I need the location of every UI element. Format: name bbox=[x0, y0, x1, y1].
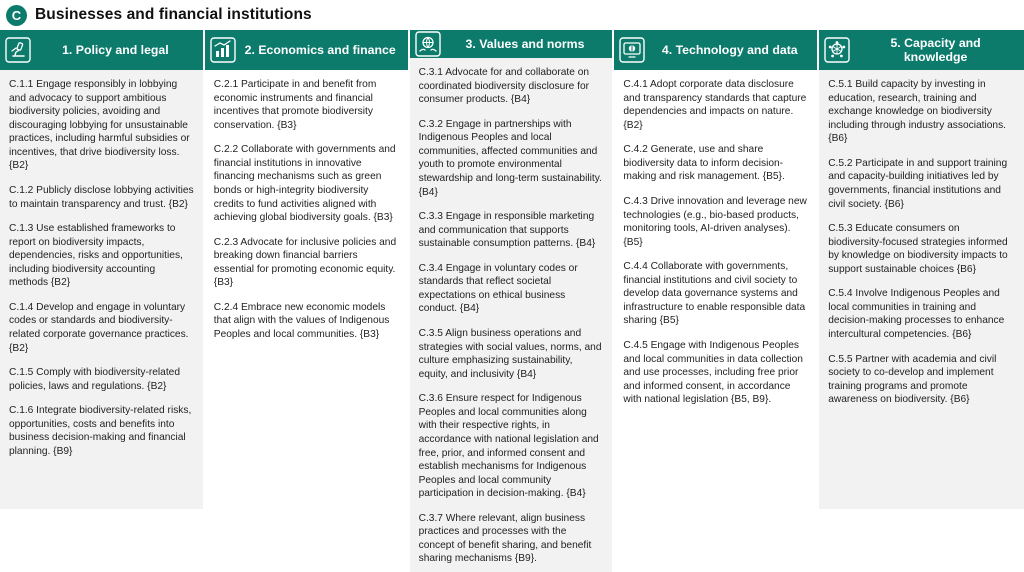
column-body bbox=[205, 70, 408, 509]
knowledge-head-icon bbox=[823, 36, 851, 64]
column-technology-and-data bbox=[614, 30, 819, 509]
column-title: 4. Technology and data bbox=[661, 42, 798, 57]
figure-title-bar bbox=[0, 0, 1024, 30]
list-item: C.3.1 Advocate for and collaborate on coordinated biodiversity disclosure for consumer products. {B4} bbox=[418, 67, 590, 106]
column-title: 3. Values and norms bbox=[465, 36, 585, 51]
page-title: Businesses and financial institutions bbox=[35, 6, 312, 23]
list-item: C.5.5 Partner with academia and civil society to co-develop and implement training programs and promote awareness on biodiversity. {B6} bbox=[828, 353, 997, 406]
column-title: 5. Capacity and knowledge bbox=[890, 35, 981, 64]
list-item: C.5.1 Build capacity by investing in education, research, training and exchange knowledge on biodiversity including through industry associations. {B6} bbox=[828, 79, 1007, 145]
column-title: 2. Economics and finance bbox=[244, 42, 396, 57]
list-item: C.1.6 Integrate biodiversity-related risks, opportunities, costs and benefits into business decision-making and financial planning. {B9} bbox=[9, 405, 192, 457]
list-item: C.2.1 Participate in and benefit from economic instruments and financial incentives that promote biodiversity conservation. {B3} bbox=[213, 79, 377, 131]
list-item: C.3.5 Align business operations and strategies with social values, norms, and culture emphasizing sustainability, equity, and inclusivity {B4} bbox=[418, 328, 602, 380]
list-item: C.3.3 Engage in responsible marketing and communication that supports sustainable consumption patterns. {B4} bbox=[418, 211, 596, 250]
column-title: 1. Policy and legal bbox=[62, 42, 169, 57]
list-item: C.4.5 Engage with Indigenous Peoples and local communities in data collection and use processes, including free prior and informed consent, in accordance with national legislation {B5, B9}. bbox=[623, 340, 803, 406]
list-item: C.3.7 Where relevant, align business practices and processes with the concept of benefit sharing, and benefit sharing mechanisms {B9}. bbox=[418, 512, 592, 565]
data-monitor-icon bbox=[618, 36, 646, 64]
list-item: C.1.5 Comply with biodiversity-related policies, laws and regulations. {B2} bbox=[9, 367, 180, 392]
finance-chart-icon bbox=[209, 36, 237, 64]
list-item: C.2.4 Embrace new economic models that align with the values of Indigenous Peoples and local communities. {B3} bbox=[213, 301, 390, 340]
matrix-grid bbox=[0, 30, 1024, 565]
list-item: C.4.1 Adopt corporate data disclosure and transparency standards that capture dependencies and impacts on nature. {B2} bbox=[623, 79, 807, 131]
column-header bbox=[205, 30, 408, 70]
list-item: C.3.2 Engage in partnerships with Indigenous Peoples and local communities, affected communities and youth to promote environmental stewardship and long-term sustainability. {B4} bbox=[418, 118, 602, 198]
column-header bbox=[0, 30, 203, 70]
globe-hands-icon bbox=[414, 30, 442, 58]
column-body bbox=[819, 70, 1024, 509]
column-values-and-norms bbox=[410, 30, 615, 565]
list-item: C.2.2 Collaborate with governments and financial institutions in innovative financing mechanisms such as green bonds or high-integrity biodiversity credits to fund activities aligned with achieving global biodiversity goals. {B3} bbox=[213, 144, 396, 224]
microscope-icon bbox=[4, 36, 32, 64]
column-header bbox=[410, 30, 613, 58]
column-policy-and-legal bbox=[0, 30, 205, 509]
column-economics-and-finance bbox=[205, 30, 410, 509]
list-item: C.4.4 Collaborate with governments, financial institutions and civil society to develop data governance systems and infrastructure to enable responsible data sharing {B5} bbox=[623, 261, 806, 327]
column-header bbox=[819, 30, 1024, 70]
column-body bbox=[0, 70, 203, 509]
list-item: C.3.4 Engage in voluntary codes or standards that reflect societal expectations on ethical business conduct. {B4} bbox=[418, 262, 578, 315]
column-capacity-and-knowledge bbox=[819, 30, 1024, 509]
list-item: C.5.3 Educate consumers on biodiversity-focused strategies informed by knowledge on biodiversity impacts to support sustainable choices {B6} bbox=[828, 223, 1008, 275]
list-item: C.3.6 Ensure respect for Indigenous Peoples and local communities along with their respective rights, in accordance with national legislation and free, prior, and informed consent and establish mechanisms for Indigenous Peoples and local community participation in decision-making. {B4} bbox=[418, 393, 599, 500]
list-item: C.1.4 Develop and engage in voluntary codes or standards and biodiversity-related corporate governance practices. {B2} bbox=[9, 301, 189, 354]
list-item: C.5.4 Involve Indigenous Peoples and local communities in training and decision-making processes to enhance intercultural competencies. {B6} bbox=[828, 288, 1005, 340]
column-body bbox=[410, 58, 613, 572]
list-item: C.1.3 Use established frameworks to report on biodiversity impacts, dependencies, risks and opportunities, including biodiversity accounting methods {B2} bbox=[9, 223, 183, 289]
list-item: C.5.2 Participate in and support training and capacity-building initiatives led by governments, financial institutions and civil society. {B6} bbox=[828, 157, 1008, 210]
section-badge: C bbox=[6, 5, 27, 26]
list-item: C.4.3 Drive innovation and leverage new technologies (e.g., bio-based products, monitoring tools, AI-driven analyses). {B5} bbox=[623, 195, 807, 248]
list-item: C.4.2 Generate, use and share biodiversity data to inform decision-making and risk management. {B5}. bbox=[623, 144, 785, 183]
column-header bbox=[614, 30, 817, 70]
column-body bbox=[614, 70, 817, 509]
list-item: C.1.2 Publicly disclose lobbying activities to maintain transparency and trust. {B2} bbox=[9, 184, 194, 210]
list-item: C.2.3 Advocate for inclusive policies and breaking down financial barriers essential for promoting economic equity. {B3} bbox=[213, 236, 397, 289]
list-item: C.1.1 Engage responsibly in lobbying and advocacy to support ambitious biodiversity policies, avoiding and discouraging lobbying for unsustainable practices, including harmful subsidies or incentives, that drive biodiversity loss. {B2} bbox=[9, 79, 190, 172]
